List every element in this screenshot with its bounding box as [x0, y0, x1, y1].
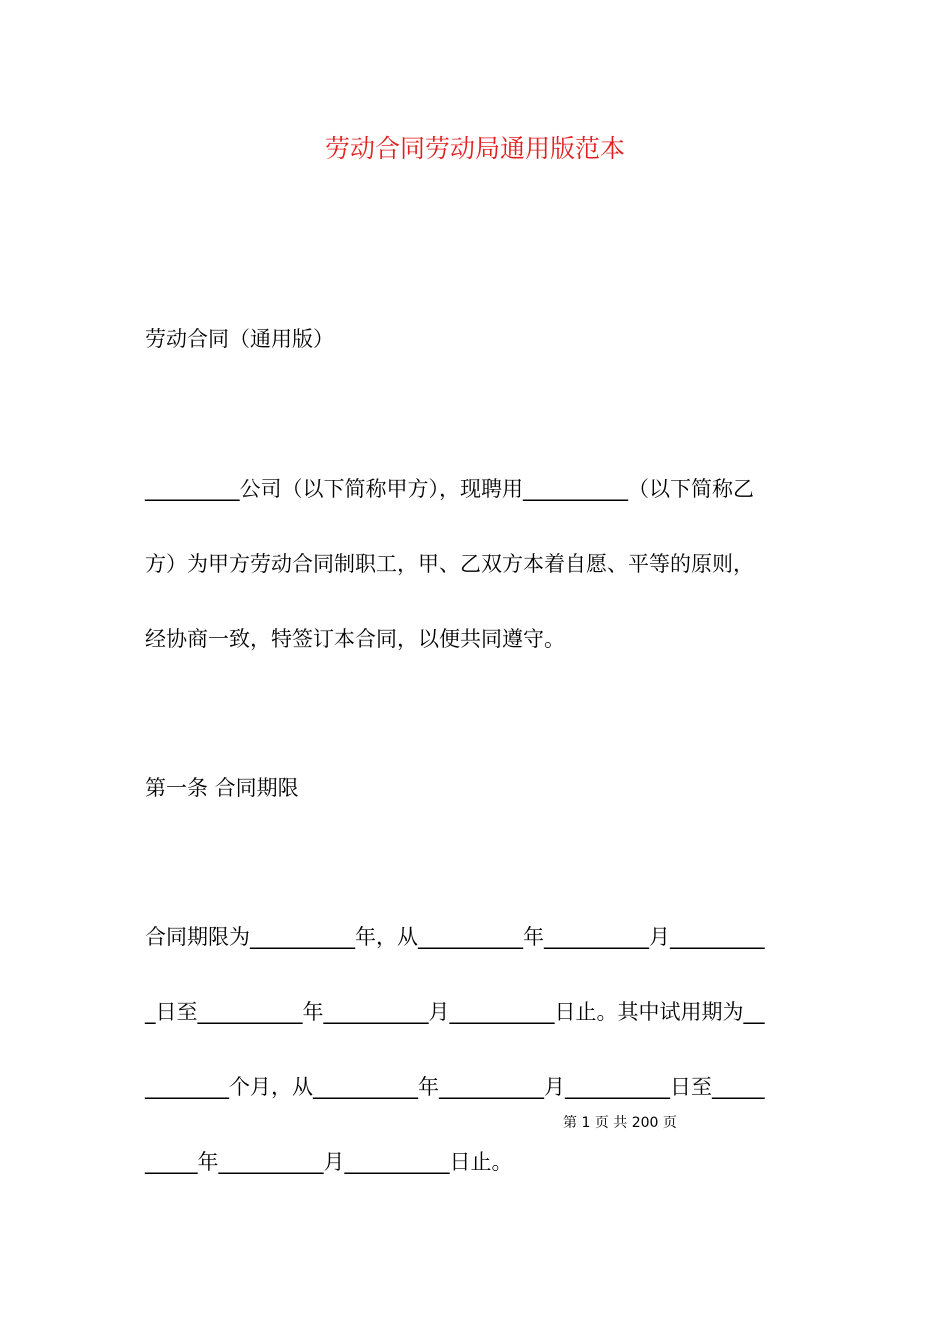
intro-line-2: 方）为甲方劳动合同制职工，甲、乙双方本着自愿、平等的原则， [145, 552, 754, 576]
article1-line-3: ________个月，从__________年__________月__________日至_____ [145, 1075, 765, 1099]
document-title: 劳动合同劳动局通用版范本 [324, 134, 625, 163]
intro-line-1: _________公司（以下简称甲方），现聘用__________（以下简称乙 [145, 477, 754, 501]
article1-heading: 第一条 合同期限 [145, 776, 299, 800]
page-footer: 第 1 页 共 200 页 [563, 1115, 677, 1131]
article1-line-2: _日至__________年__________月__________日止。其中试用期为__ [145, 1000, 765, 1024]
article1-line-1: 合同期限为__________年，从__________年__________月_________ [145, 925, 765, 949]
article1-line-4: _____年__________月__________日止。 [145, 1150, 513, 1174]
document-subtitle: 劳动合同（通用版） [145, 327, 334, 351]
intro-line-3: 经协商一致，特签订本合同，以便共同遵守。 [145, 627, 565, 651]
